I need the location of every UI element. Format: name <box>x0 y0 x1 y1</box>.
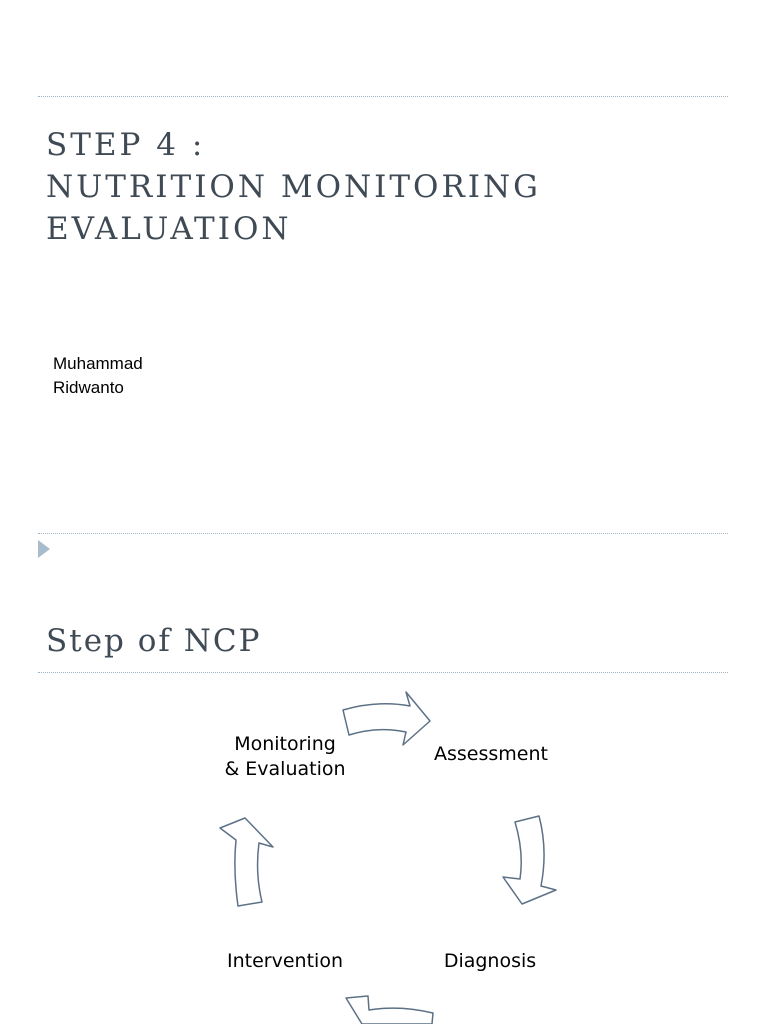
top-divider <box>38 96 728 97</box>
slide-title <box>46 124 768 250</box>
step-monitoring-line1: Monitoring <box>234 733 336 755</box>
step-monitoring-line2: & Evaluation <box>224 758 346 780</box>
author-last-name: Ridwanto <box>53 378 124 397</box>
step-intervention: Intervention <box>227 950 343 972</box>
title-line-2: NUTRITION MONITORING EVALUATION <box>46 169 541 247</box>
step-monitoring-evaluation <box>222 732 348 782</box>
step-diagnosis: Diagnosis <box>443 950 537 972</box>
author-first-name: Muhammad <box>53 354 143 373</box>
curved-arrow-icon <box>220 818 273 906</box>
slide-divider <box>38 533 728 534</box>
ncp-cycle-diagram <box>0 680 768 1024</box>
cycle-arrows <box>0 680 768 1024</box>
section-divider <box>38 672 728 673</box>
curved-arrow-icon <box>346 996 433 1024</box>
title-line-1: STEP 4 : <box>46 127 206 163</box>
curved-arrow-icon <box>503 816 556 904</box>
section-title: Step of NCP <box>46 623 262 659</box>
step-assessment: Assessment <box>434 743 548 765</box>
play-triangle-icon <box>38 540 50 558</box>
author-name <box>53 352 143 400</box>
curved-arrow-icon <box>343 692 430 745</box>
